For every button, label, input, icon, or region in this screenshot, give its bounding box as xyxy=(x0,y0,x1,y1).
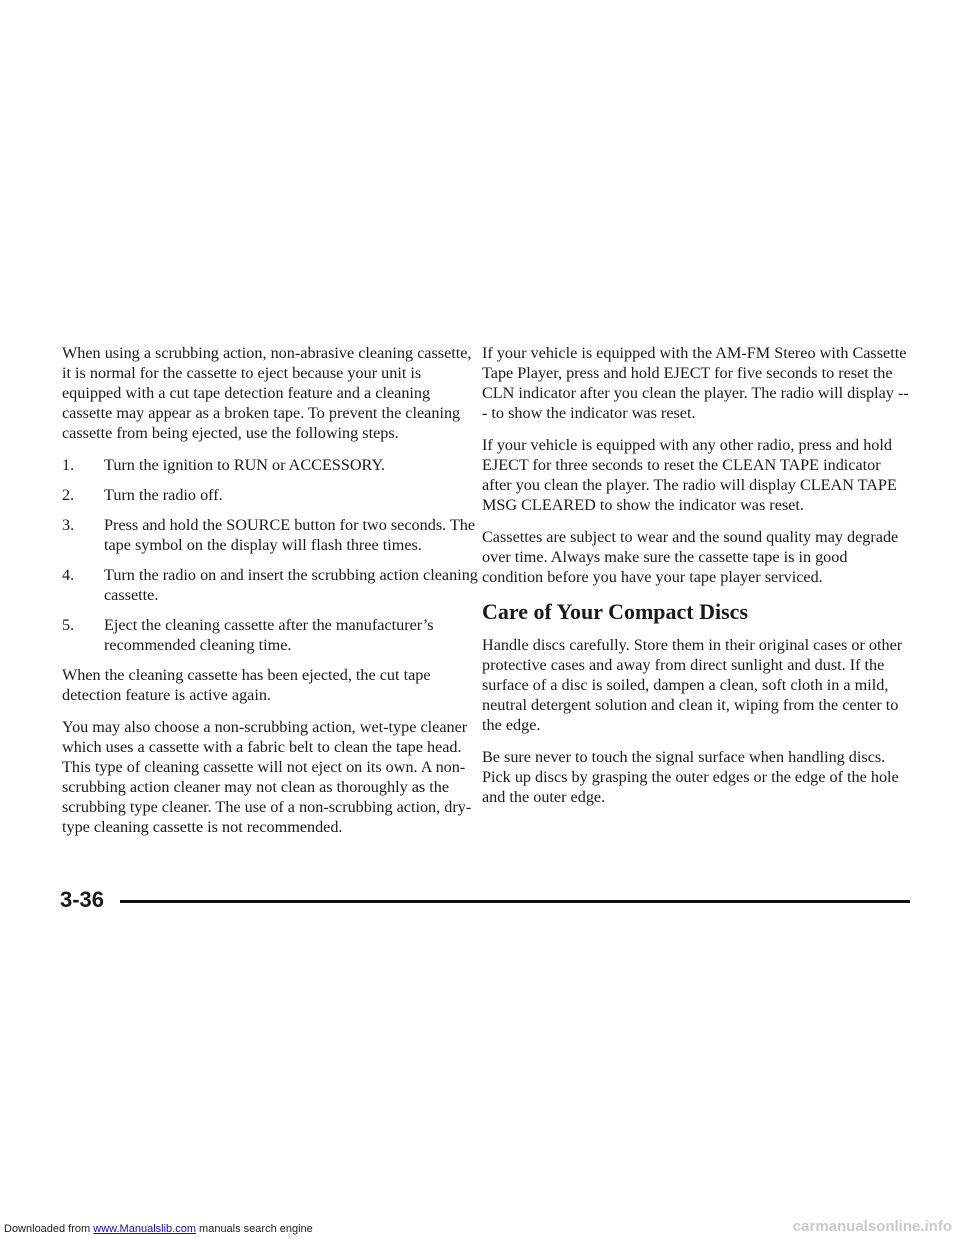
step-item xyxy=(62,485,482,505)
step-text: Turn the radio off. xyxy=(104,486,223,504)
cassette-wear-paragraph: Cassettes are subject to wear and the sound quality may degrade over time. Always make sure the cassette tape is in good condition before you have your tape player serviced. xyxy=(482,528,899,586)
step-number: 1. xyxy=(62,456,75,474)
section-heading: Care of Your Compact Discs xyxy=(482,599,749,624)
step-text: Turn the ignition to RUN or ACCESSORY. xyxy=(104,456,386,474)
banner-suffix: manuals search engine xyxy=(195,1223,313,1235)
banner-prefix: Downloaded from xyxy=(4,1223,94,1235)
step-text: Eject the cleaning cassette after the manufacturer’s recommended cleaning time. xyxy=(104,616,434,654)
page-number: 3-36 xyxy=(60,887,105,912)
after-steps-paragraph: When the cleaning cassette has been ejected, the cut tape detection feature is active again. xyxy=(62,666,431,704)
signal-surface-paragraph: Be sure never to touch the signal surface when handling discs. Pick up discs by grasping the outer edges or the edge of the hole and the outer edge. xyxy=(482,748,899,806)
step-item xyxy=(62,455,482,475)
other-radio-reset-paragraph: If your vehicle is equipped with any other radio, press and hold EJECT for three seconds to reset the CLEAN TAPE indicator after you clean the player. The radio will display CLEAN TAPE MSG CLEARED to show the indicator was reset. xyxy=(482,436,897,514)
step-text: Turn the radio on and insert the scrubbing action cleaning cassette. xyxy=(104,566,478,604)
step-number: 2. xyxy=(62,486,75,504)
intro-paragraph: When using a scrubbing action, non-abrasive cleaning cassette, it is normal for the cassette to eject because your unit is equipped with a cut tape detection feature and a cleaning cassette may appear as a broken tape. To prevent the cleaning cassette from being ejected, use the following steps. xyxy=(62,344,472,442)
handle-discs-paragraph: Handle discs carefully. Store them in their original cases or other protective cases and away from direct sunlight and dust. If the surface of a disc is soiled, dampen a clean, soft cloth in a mild, neutral detergent solution and clean it, wiping from the center to the edge. xyxy=(482,636,903,734)
page-footer xyxy=(60,885,910,915)
left-column xyxy=(62,343,482,849)
step-number: 4. xyxy=(62,566,75,584)
step-text: Press and hold the SOURCE button for two seconds. The tape symbol on the display will flash three times. xyxy=(104,516,476,554)
step-item xyxy=(62,615,482,655)
step-item xyxy=(62,515,482,555)
amfm-reset-paragraph: If your vehicle is equipped with the AM-FM Stereo with Cassette Tape Player, press and hold EJECT for five seconds to reset the CLN indicator after you clean the player. The radio will display --- to show the indicator was reset. xyxy=(482,344,909,422)
step-number: 3. xyxy=(62,516,75,534)
footer-rule xyxy=(120,900,910,903)
step-item xyxy=(62,565,482,605)
download-banner xyxy=(4,1222,313,1236)
manualslib-link[interactable]: www.Manualslib.com xyxy=(93,1223,196,1235)
right-column xyxy=(482,343,910,819)
bottom-margin xyxy=(0,1010,960,1242)
watermark-logo: carmanualsonline.info xyxy=(792,1218,952,1235)
non-scrubbing-paragraph: You may also choose a non-scrubbing action, wet-type cleaner which uses a cassette with a fabric belt to clean the tape head. This type of cleaning cassette will not eject on its own. A non-scrubbing action cleaner may not clean as thoroughly as the scrubbing type cleaner. The use of a non-scrubbing action, dry-type cleaning cassette is not recommended. xyxy=(62,718,472,836)
cleaning-steps-list xyxy=(62,455,482,655)
step-number: 5. xyxy=(62,616,75,634)
